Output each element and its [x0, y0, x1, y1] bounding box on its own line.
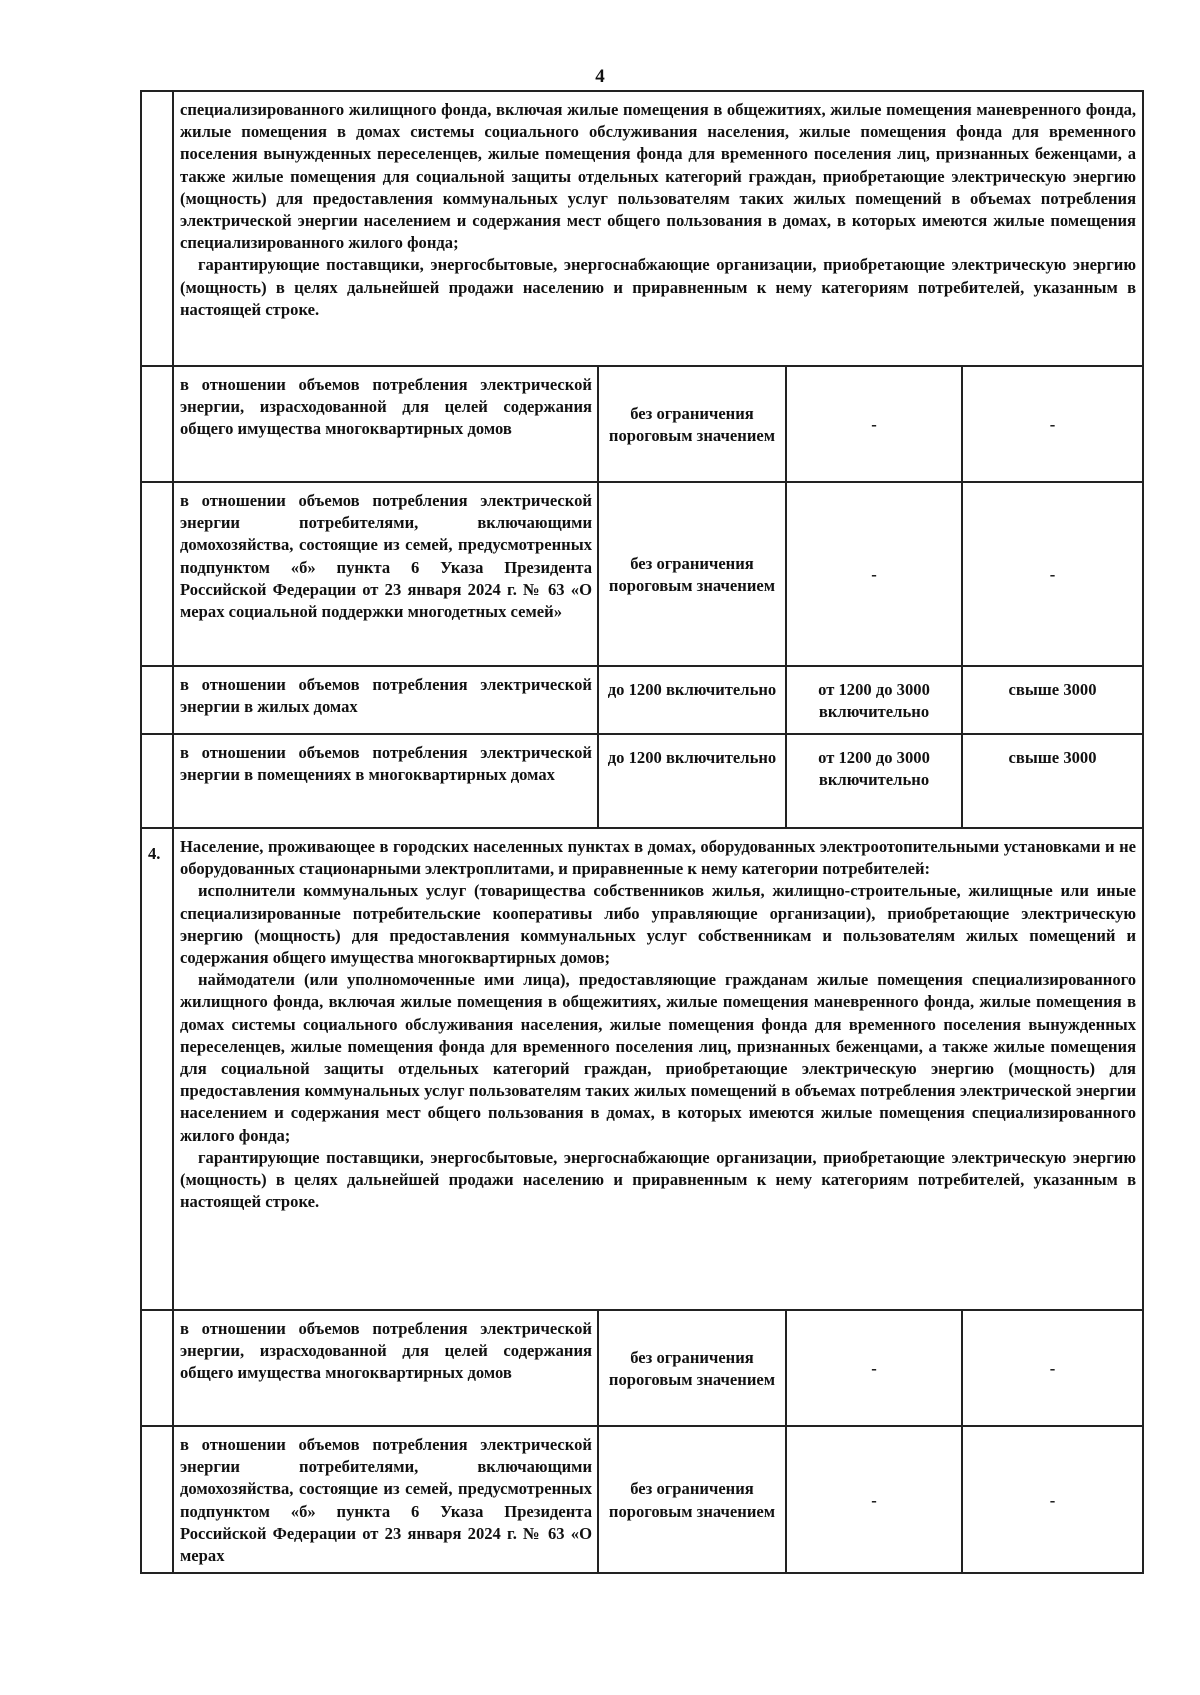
range-3-cell: -	[962, 482, 1143, 666]
table-row	[141, 828, 1143, 1310]
condition-cell: в отношении объемов потребления электрической энергии, израсходованной для целей содержания общего имущества многоквартирных домов	[173, 1310, 598, 1426]
table-row	[141, 1310, 1143, 1426]
category-description-cell	[173, 91, 1143, 366]
description-paragraph: гарантирующие поставщики, энергосбытовые, энергоснабжающие организации, приобретающие электрическую энергию (мощность) в целях дальнейшей продажи населению и приравненным к нему категориям потребителей, указанным в настоящей строке.	[180, 255, 1137, 319]
range-3-cell: свыше 3000	[962, 666, 1143, 734]
condition-cell: в отношении объемов потребления электрической энергии, израсходованной для целей содержания общего имущества многоквартирных домов	[173, 366, 598, 482]
range-2-cell: -	[786, 366, 962, 482]
range-2-cell: -	[786, 482, 962, 666]
range-1-cell: до 1200 включительно	[598, 666, 786, 734]
category-description-cell	[173, 828, 1143, 1310]
row-number-cell	[141, 482, 173, 666]
condition-cell: в отношении объемов потребления электрической энергии в жилых домах	[173, 666, 598, 734]
table-row	[141, 666, 1143, 734]
range-2-cell: от 1200 до 3000 включительно	[786, 666, 962, 734]
row-number-cell	[141, 734, 173, 828]
condition-cell: в отношении объемов потребления электрической энергии в помещениях в многоквартирных домах	[173, 734, 598, 828]
row-number-cell	[141, 366, 173, 482]
row-number-cell	[141, 91, 173, 366]
table-row	[141, 482, 1143, 666]
page-number: 4	[595, 66, 605, 87]
description-paragraph: наймодатели (или уполномоченные ими лица), предоставляющие гражданам жилые помещения специализированного жилищного фонда, включая жилые помещения в общежитиях, жилые помещения маневренного фонда, жилые помещения в домах системы социального обслуживания населения, жилые помещения фонда для временного поселения вынужденных переселенцев, жилые помещения фонда для временного поселения лиц, признанных беженцами, а также жилые помещения для социальной защиты отдельных категорий граждан, приобретающие электрическую энергию (мощность) для предоставления коммунальных услуг пользователям таких жилых помещений в объемах потребления электрической энергии населением и содержания мест общего пользования в домах, в которых имеются жилые помещения специализированного жилого фонда;	[180, 970, 1137, 1145]
description-paragraph: гарантирующие поставщики, энергосбытовые, энергоснабжающие организации, приобретающие электрическую энергию (мощность) в целях дальнейшей продажи населению и приравненным к нему категориям потребителей, указанным в настоящей строке.	[180, 1147, 1137, 1212]
description-paragraph: специализированного жилищного фонда, включая жилые помещения в общежитиях, жилые помещения маневренного фонда, жилые помещения в домах системы социального обслуживания населения, жилые помещения фонда для временного поселения вынужденных переселенцев, жилые помещения фонда для временного поселения лиц, признанных беженцами, а также жилые помещения для социальной защиты отдельных категорий граждан, приобретающие электрическую энергию (мощность) для предоставления коммунальных услуг пользователям таких жилых помещений в объемах потребления электрической энергии населением и содержания мест общего пользования в домах, в которых имеются жилые помещения специализированного жилого фонда;	[180, 100, 1137, 253]
range-1-cell: без ограничения пороговым значением	[598, 482, 786, 666]
condition-cell: в отношении объемов потребления электрической энергии потребителями, включающими домохозяйства, состоящие из семей, предусмотренных подпунктом «б» пункта 6 Указа Президента Российской Федерации от 23 января 2024 г. № 63 «О мерах	[173, 1426, 598, 1573]
table-row	[141, 91, 1143, 366]
range-2-cell: -	[786, 1426, 962, 1573]
description-paragraph: исполнители коммунальных услуг (товарищества собственников жилья, жилищно-строительные, жилищные или иные специализированные потребительские кооперативы либо управляющие организации), приобретающие электрическую энергию (мощность) для предоставления коммунальных услуг собственникам и пользователям жилых помещений и содержания общего имущества многоквартирных домов;	[180, 881, 1137, 968]
description-paragraph: Население, проживающее в городских населенных пунктах в домах, оборудованных электроотопительными установками и не оборудованных стационарными электроплитами, и приравненные к нему категории потребителей:	[180, 837, 1137, 879]
range-1-cell: без ограничения пороговым значением	[598, 1426, 786, 1573]
table-row	[141, 734, 1143, 828]
range-1-cell: до 1200 включительно	[598, 734, 786, 828]
range-3-cell: свыше 3000	[962, 734, 1143, 828]
row-number-cell: 4.	[141, 828, 173, 1310]
table-row	[141, 366, 1143, 482]
range-1-cell: без ограничения пороговым значением	[598, 366, 786, 482]
range-3-cell: -	[962, 1310, 1143, 1426]
range-2-cell: -	[786, 1310, 962, 1426]
row-number-cell	[141, 666, 173, 734]
range-3-cell: -	[962, 366, 1143, 482]
range-1-cell: без ограничения пороговым значением	[598, 1310, 786, 1426]
range-2-cell: от 1200 до 3000 включительно	[786, 734, 962, 828]
condition-cell: в отношении объемов потребления электрической энергии потребителями, включающими домохозяйства, состоящие из семей, предусмотренных подпунктом «б» пункта 6 Указа Президента Российской Федерации от 23 января 2024 г. № 63 «О мерах социальной поддержки многодетных семей»	[173, 482, 598, 666]
row-number-cell	[141, 1426, 173, 1573]
row-number-cell	[141, 1310, 173, 1426]
table-row	[141, 1426, 1143, 1573]
tariff-table	[140, 90, 1144, 1574]
range-3-cell: -	[962, 1426, 1143, 1573]
